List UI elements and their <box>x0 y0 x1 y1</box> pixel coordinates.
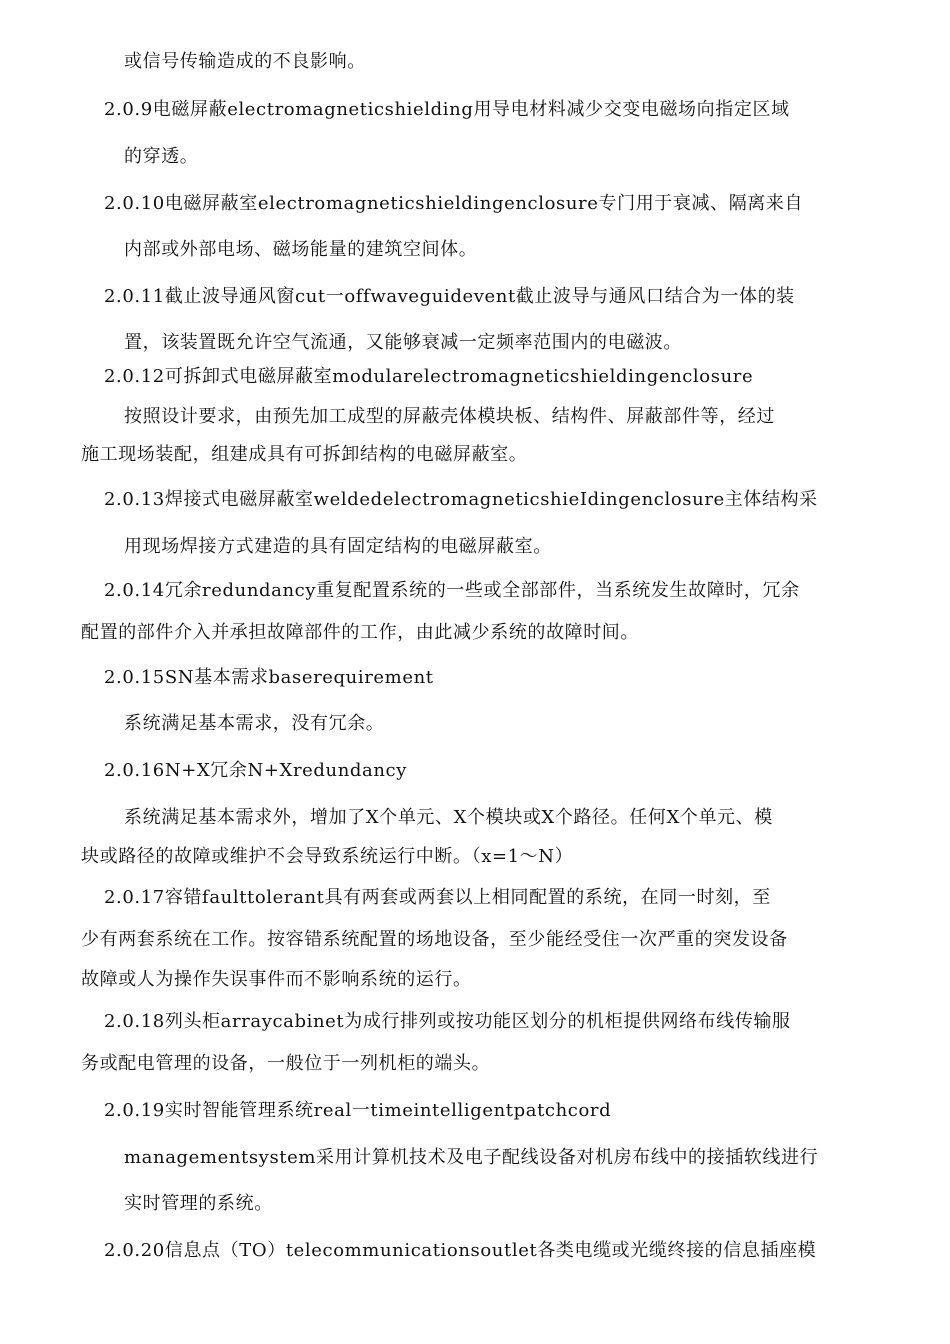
text-line: 系统满足基本需求，没有冗余。 <box>124 713 385 734</box>
text-line: 配置的部件介入并承担故障部件的工作，由此减少系统的故障时间。 <box>81 622 639 643</box>
text-line: 系统满足基本需求外，增加了X个单元、X个模块或X个路径。任何X个单元、模 <box>124 807 773 828</box>
text-line: 或信号传输造成的不良影响。 <box>124 51 366 72</box>
text-line: 施工现场装配，组建成具有可拆卸结构的电磁屏蔽室。 <box>81 444 528 465</box>
text-line: 2.0.10电磁屏蔽室electromagneticshieldingenclosure专门用于衰减、隔离来自 <box>104 193 804 214</box>
text-line: 2.0.18列头柜arraycabinet为成行排列或按功能区划分的机柜提供网络布线传输服 <box>104 1011 791 1032</box>
text-line: 少有两套系统在工作。按容错系统配置的场地设备，至少能经受住一次严重的突发设备 <box>81 929 788 950</box>
text-line: 块或路径的故障或维护不会导致系统运行中断。（x=1〜N） <box>81 846 574 867</box>
text-line: 故障或人为操作失误事件而不影响系统的运行。 <box>81 969 472 990</box>
text-line: 2.0.12可拆卸式电磁屏蔽室modularelectromagneticshieldingenclosure <box>104 366 754 387</box>
text-line: 2.0.15SN基本需求baserequirement <box>104 667 434 688</box>
text-line: 的穿透。 <box>124 146 199 167</box>
text-line: 务或配电管理的设备，一般位于一列机柜的端头。 <box>81 1053 491 1074</box>
text-line: 用现场焊接方式建造的具有固定结构的电磁屏蔽室。 <box>124 536 552 557</box>
text-line: 2.0.20信息点（TO）telecommunicationsoutlet各类电缆或光缆终接的信息插座模 <box>104 1240 817 1261</box>
text-line: 内部或外部电场、磁场能量的建筑空间体。 <box>124 239 478 260</box>
text-line: 置，该装置既允许空气流通，又能够衰减一定频率范围内的电磁波。 <box>124 332 682 353</box>
text-line: 2.0.19实时智能管理系统real一timeintelligentpatchcord <box>104 1100 612 1121</box>
text-line: 2.0.17容错faulttolerant具有两套或两套以上相同配置的系统，在同一时刻，至 <box>104 887 771 908</box>
text-line: 实时管理的系统。 <box>124 1193 273 1214</box>
text-line: 按照设计要求，由预先加工成型的屏蔽壳体模块板、结构件、屏蔽部件等，经过 <box>124 406 775 427</box>
text-line: managementsystem采用计算机技术及电子配线设备对机房布线中的接插软线进行 <box>124 1147 819 1168</box>
text-line: 2.0.13焊接式电磁屏蔽室weldedelectromagneticshieIdingenclosure主体结构采 <box>104 489 818 510</box>
text-line: 2.0.16N+X冗余N+Xredundancy <box>104 760 408 781</box>
text-line: 2.0.9电磁屏蔽electromagneticshielding用导电材料减少交变电磁场向指定区域 <box>104 99 790 120</box>
text-line: 2.0.14冗余redundancy重复配置系统的一些或全部部件，当系统发生故障时，冗余 <box>104 580 800 601</box>
text-line: 2.0.11截止波导通风窗cut一offwaveguidevent截止波导与通风口结合为一体的装 <box>104 286 795 307</box>
